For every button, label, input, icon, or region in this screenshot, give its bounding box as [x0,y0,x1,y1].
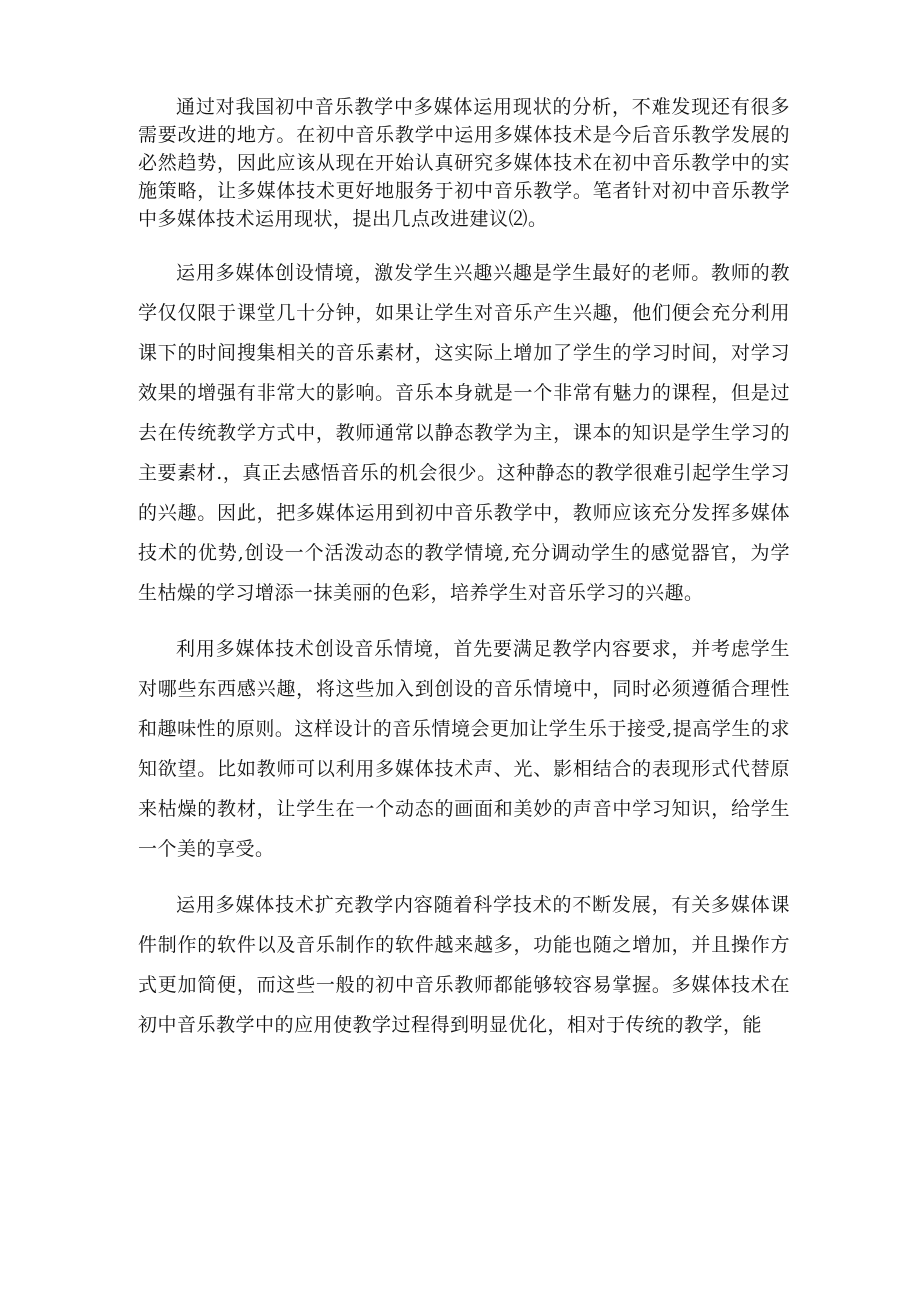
paragraph-1: 通过对我国初中音乐教学中多媒体运用现状的分析，不难发现还有很多需要改进的地方。在初中音乐教学中运用多媒体技术是今后音乐教学发展的必然趋势，因此应该从现在开始认真研究多媒体技术在初中音乐教学中的实施策略，让多媒体技术更好地服务于初中音乐教学。笔者针对初中音乐教学中多媒体技术运用现状，提出几点改进建议⑵。 [138,96,790,230]
paragraph-4: 运用多媒体技术扩充教学内容随着科学技术的不断发展，有关多媒体课件制作的软件以及音乐制作的软件越来越多，功能也随之增加，并且操作方式更加简便，而这些一般的初中音乐教师都能够较容易掌握。多媒体技术在初中音乐教学中的应用使教学过程得到明显优化，相对于传统的教学，能 [138,894,790,1036]
document-body [138,93,790,1061]
paragraph-2: 运用多媒体创设情境，激发学生兴趣兴趣是学生最好的老师。教师的教学仅仅限于课堂几十分钟，如果让学生对音乐产生兴趣，他们便会充分利用课下的时间搜集相关的音乐素材，这实际上增加了学生的学习时间，对学习效果的增强有非常大的影响。音乐本身就是一个非常有魅力的课程，但是过去在传统教学方式中，教师通常以静态教学为主，课本的知识是学生学习的主要素材.，真正去感悟音乐的机会很少。这种静态的教学很难引起学生学习的兴趣。因此，把多媒体运用到初中音乐教学中，教师应该充分发挥多媒体技术的优势,创设一个活泼动态的教学情境,充分调动学生的感觉器官，为学生枯燥的学习增添一抹美丽的色彩，培养学生对音乐学习的兴趣。 [138,262,790,604]
paragraph-3: 利用多媒体技术创设音乐情境，首先要满足教学内容要求，并考虑学生对哪些东西感兴趣，将这些加入到创设的音乐情境中，同时必须遵循合理性和趣味性的原则。这样设计的音乐情境会更加让学生乐于接受,提高学生的求知欲望。比如教师可以利用多媒体技术声、光、影相结合的表现形式代替原来枯燥的教材，让学生在一个动态的画面和美妙的声音中学习知识，给学生一个美的享受。 [138,638,790,860]
